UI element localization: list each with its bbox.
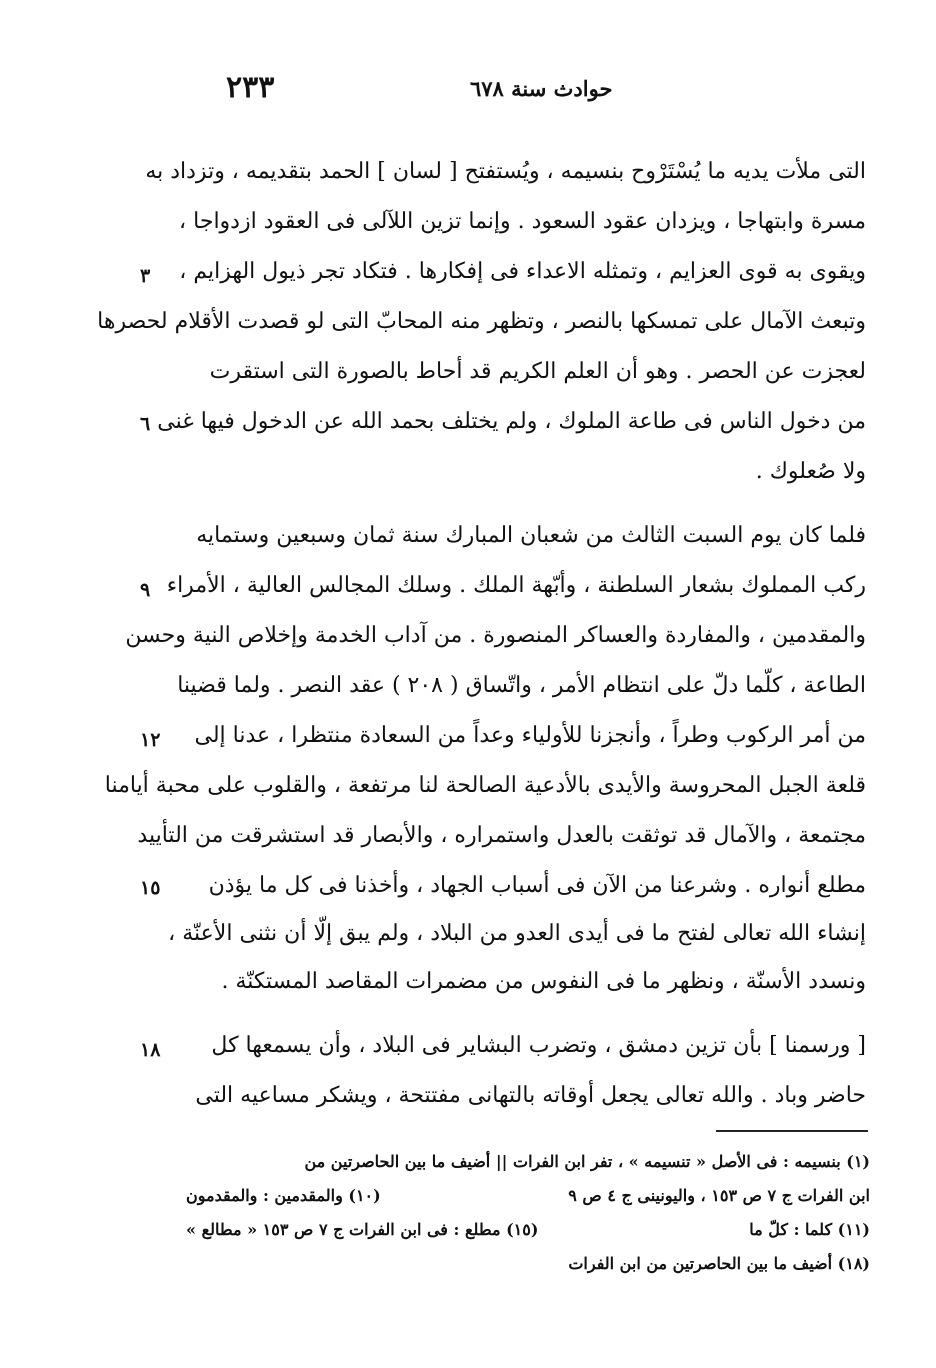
- footnote-row: [186, 1180, 870, 1212]
- footnote: (١٥) مطلع : فى ابن الفرات ج ٧ ص ١٥٣ « مطالع »: [186, 1220, 539, 1239]
- footnote-rule: [716, 1130, 868, 1132]
- line-number: ١٢: [140, 729, 161, 751]
- text-line: مسرة وابتهاجا ، ويزدان عقود السعود . وإنما تزين اللآلى فى العقود ازدواجا ،: [179, 209, 866, 234]
- text-line: والمقدمين ، والمفاردة والعساكر المنصورة . من آداب الخدمة وإخلاص النية وحسن: [125, 623, 866, 648]
- footnote: (١) بنسيمه : فى الأصل « تنسيمه » ، تفر ابن الفرات || أضيف ما بين الحاصرتين من: [304, 1152, 870, 1171]
- line-number: ١٥: [140, 877, 161, 899]
- text-line: ويقوى به قوى العزايم ، وتمثله الاعداء فى إفكارها . فتكاد تجر ذيول الهزايم ،: [179, 259, 866, 284]
- line-number: ٣: [140, 265, 151, 287]
- footnote: (١٨) أضيف ما بين الحاصرتين من ابن الفرات: [568, 1254, 870, 1273]
- text-line: فلما كان يوم السبت الثالث من شعبان المبارك سنة ثمان وسبعين وستمايه: [196, 523, 866, 548]
- text-line: مطلع أنواره . وشرعنا من الآن فى أسباب الجهاد ، وأخذنا فى كل ما يؤذن: [208, 873, 866, 898]
- text-line: ولا صُعلوك .: [755, 459, 866, 484]
- line-number: ٩: [140, 579, 151, 601]
- text-line: إنشاء الله تعالى لفتح ما فى أيدى العدو من البلاد ، ولم يبق إلّا أن نثنى الأعنّة ،: [168, 921, 866, 946]
- text-line: من دخول الناس فى طاعة الملوك ، ولم يختلف بحمد الله عن الدخول فيها غنى: [157, 409, 866, 434]
- footnote: (١١) كلما : كلّ ما: [749, 1220, 870, 1239]
- footnote-row: [186, 1214, 870, 1246]
- page-header: [0, 70, 936, 110]
- text-line: من أمر الركوب وطراً ، وأنجزنا للأولياء وعداً من السعادة منتظرا ، عدنا إلى: [194, 723, 866, 748]
- text-line: قلعة الجبل المحروسة والأيدى بالأدعية الصالحة لنا مرتفعة ، والقلوب على محبة أيامنا: [104, 773, 866, 798]
- text-line: الطاعة ، كلّما دلّ على انتظام الأمر ، واتّساق ( ٢٠٨ ) عقد النصر . ولما قضينا: [177, 673, 866, 698]
- footnote: (١٠) والمقدمين : والمقدمون: [186, 1186, 381, 1205]
- text-line: [ ورسمنا ] بأن تزين دمشق ، وتضرب البشاير فى البلاد ، وأن يسمعها كل: [211, 1033, 866, 1058]
- text-line: ركب المملوك بشعار السلطنة ، وأبّهة الملك . وسلك المجالس العالية ، الأمراء: [166, 573, 866, 598]
- running-head: حوادث سنة ٦٧٨: [470, 76, 613, 101]
- text-line: وتبعث الآمال على تمسكها بالنصر ، وتظهر منه المحابّ التى لو قصدت الأقلام لحصرها: [97, 309, 866, 334]
- footnote: ابن الفرات ج ٧ ص ١٥٣ ، واليونينى ج ٤ ص ٩: [568, 1186, 870, 1205]
- text-line: ونسدد الأسنّة ، ونظهر ما فى النفوس من مضمرات المقاصد المستكنّة .: [221, 969, 866, 994]
- text-line: حاضر وباد . والله تعالى يجعل أوقاته بالتهانى مفتتحة ، ويشكر مساعيه التى: [195, 1083, 866, 1108]
- text-line: لعجزت عن الحصر . وهو أن العلم الكريم قد أحاط بالصورة التى استقرت: [209, 359, 866, 384]
- page-number: ٢٣٣: [226, 70, 275, 105]
- text-line: مجتمعة ، والآمال قد توثقت بالعدل واستمراره ، والأبصار قد استشرقت من التأييد: [137, 823, 866, 848]
- text-line: التى ملأت يديه ما يُسْتَرْوح بنسيمه ، ويُستفتح [ لسان ] الحمد بتقديمه ، وتزداد به: [145, 159, 866, 184]
- line-number: ٦: [140, 413, 151, 435]
- line-number: ١٨: [140, 1039, 161, 1061]
